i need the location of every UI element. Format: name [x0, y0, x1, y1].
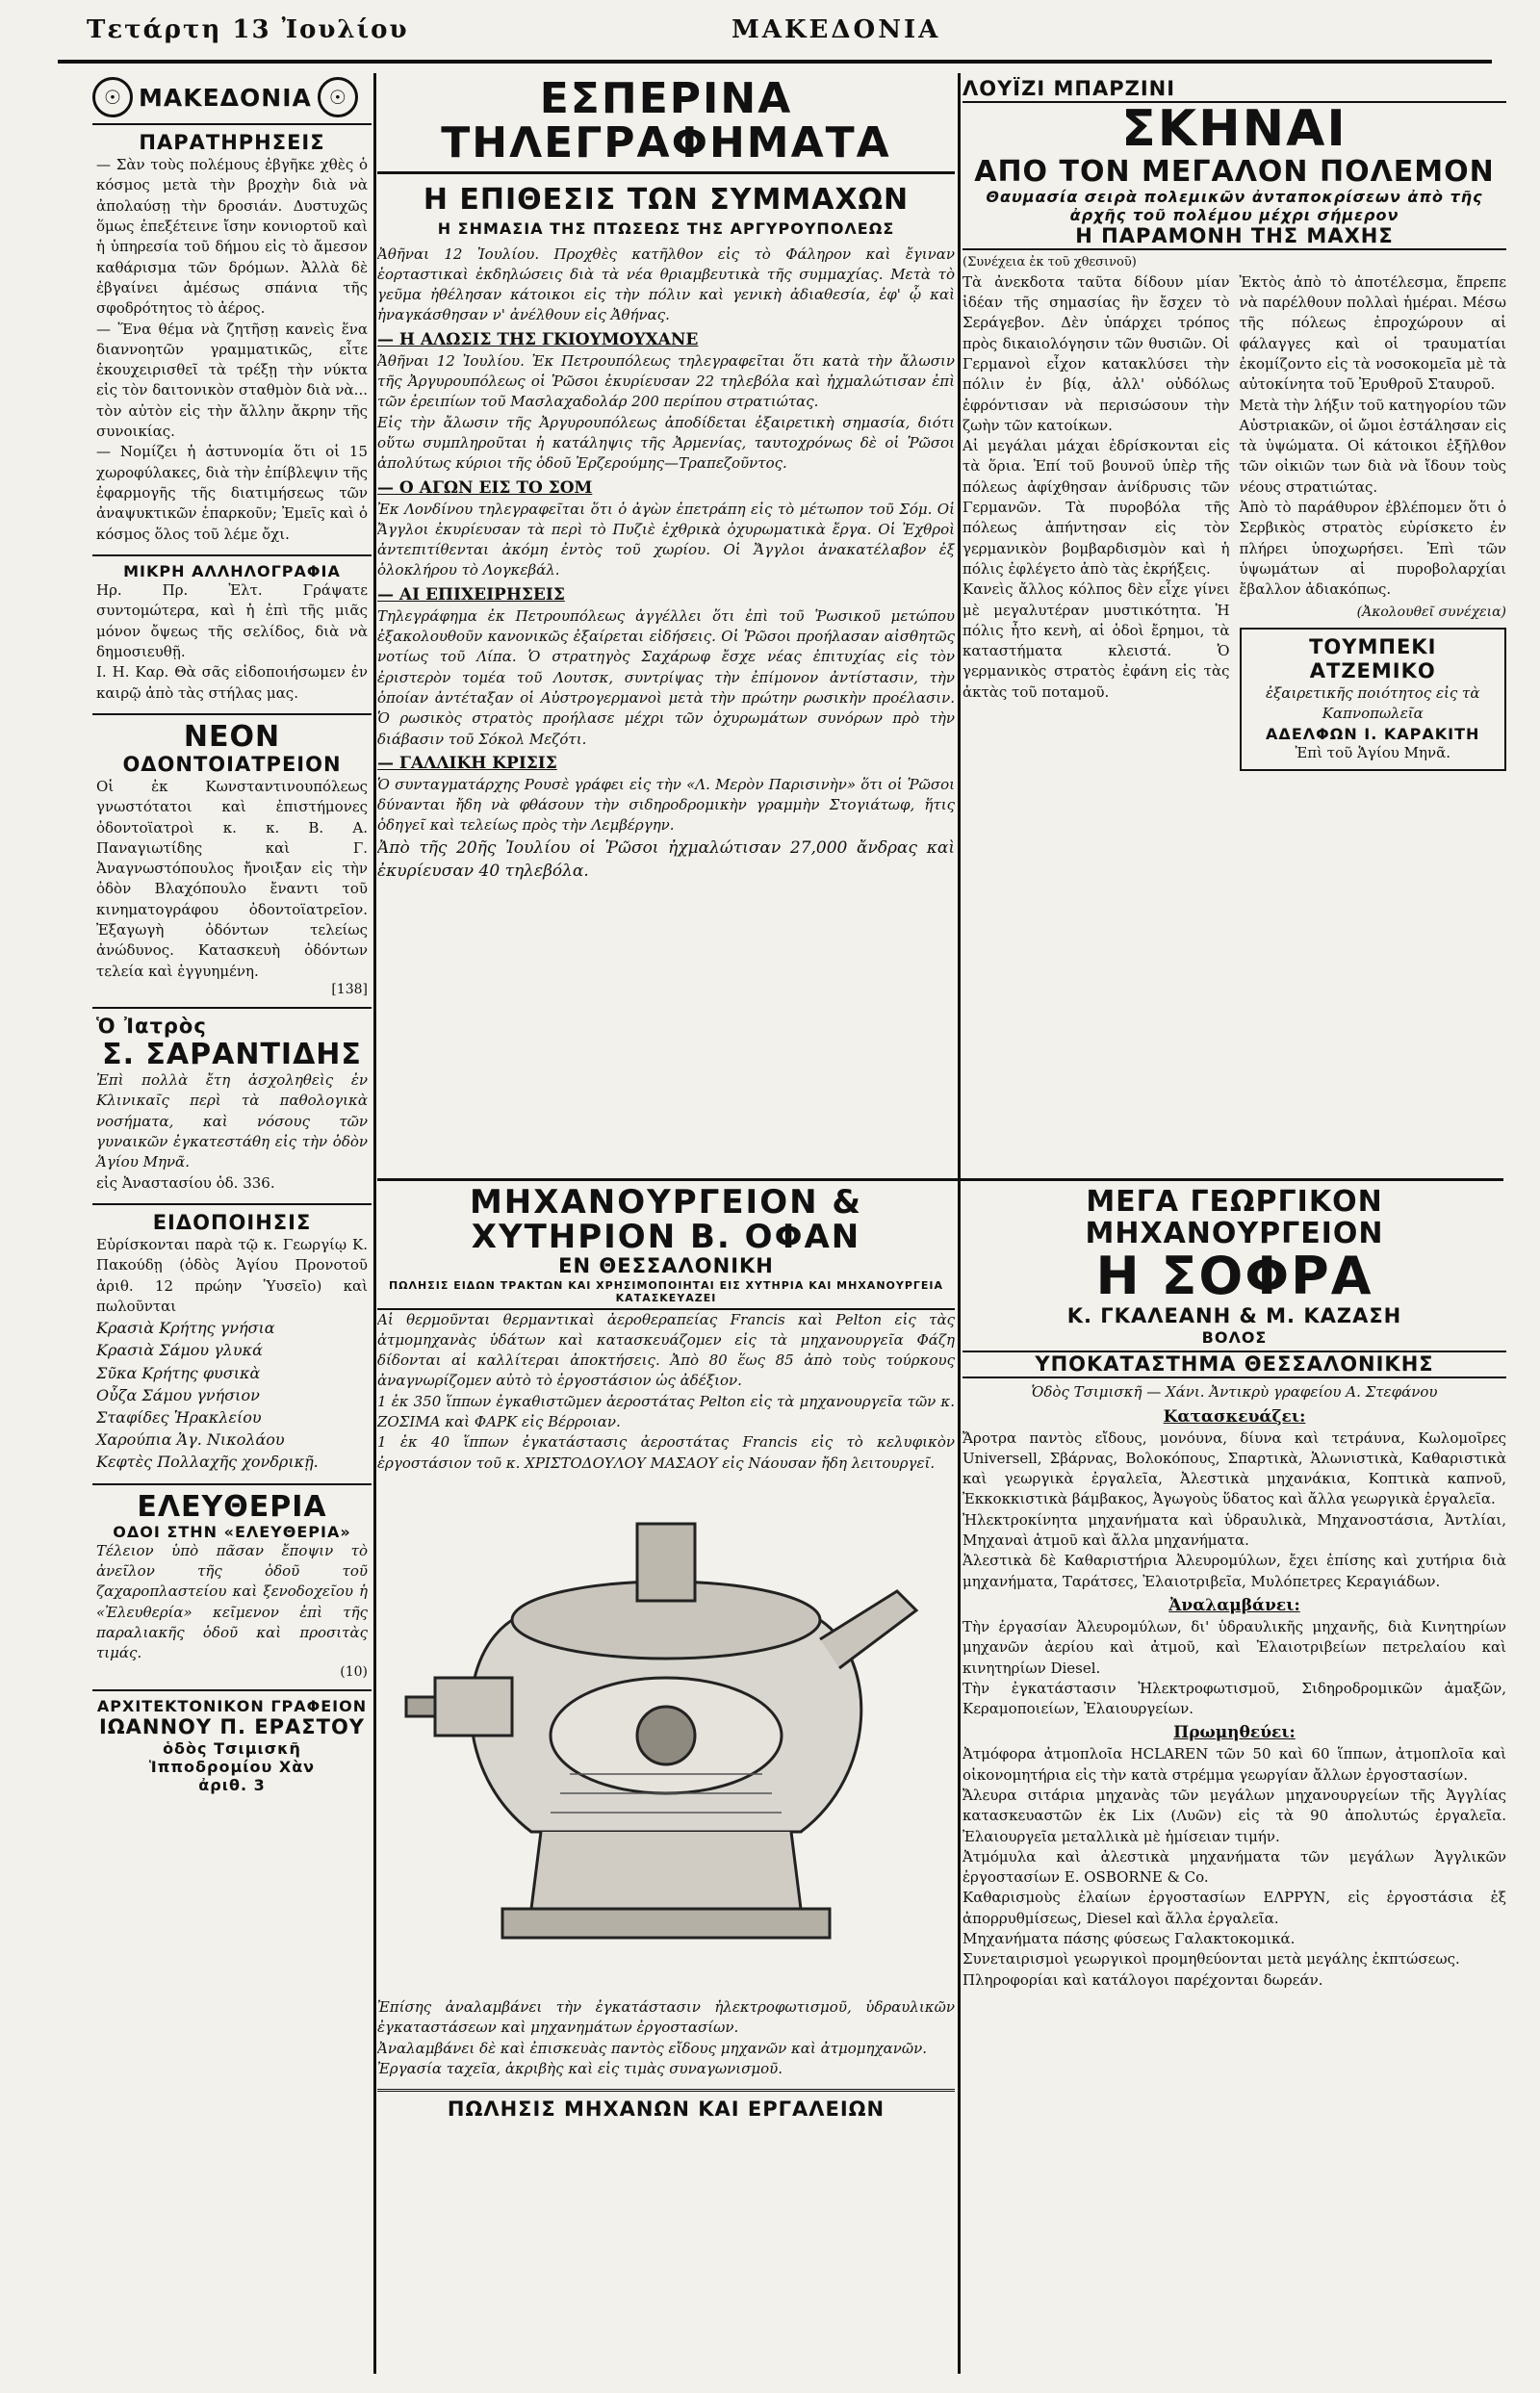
notice-ad — [92, 1205, 372, 1485]
doctor-ad-text: Ἐπὶ πολλὰ ἔτη ἀσχοληθεὶς ἐν Κλινικαῖς περὶ τὰ παθολογικὰ νοσήματα, καὶ νόσους τῶν γυναικῶν ἐγκατεστάθη εἰς τὴν ὁδὸν Ἁγίου Μηνᾶ. — [96, 1071, 368, 1171]
agricultural-ad-title: ΜΕΓΑ ΓΕΩΡΓΙΚΟΝ ΜΗΧΑΝΟΥΡΓΕΙΟΝ — [1085, 1186, 1384, 1250]
agricultural-ad-para: Τὴν ἐργασίαν Ἀλευρομύλων, δι' ὑδραυλικῆς μηχανῆς, διὰ Κινητηρίων μηχανῶν ἀερίου καὶ ἀτμοῦ, καὶ Ἐλαιοτριβείων πετρελαίου καὶ κινητηρίων Diesel. — [962, 1617, 1506, 1677]
architect-address: Ἱπποδρομίου Χὰν — [148, 1758, 316, 1777]
section-rule — [377, 1178, 1503, 1181]
section-logo — [92, 77, 372, 125]
notice-item: Σῦκα Κρήτης φυσικὰ — [96, 1363, 261, 1382]
telegram-para: Εἰς τὴν ἄλωσιν τῆς Ἀργυρουπόλεως ἀποδίδεται ἐξαιρετικὴ σημασία, διότι οὕτω συμπληροῦται ἡ κατάληψις τῆς Ἀρμενίας, ταυτοχρόνως δὲ οἱ Ῥῶσοι ἀπολύτως κύριοι τῆς ὁδοῦ Ἐρζερούμης—Τραπεζοῦντος. — [377, 413, 955, 473]
serial-subcolumn — [962, 272, 1230, 779]
machine-shop-title: ΜΗΧΑΝΟΥΡΓΕΙΟΝ & ΧΥΤΗΡΙΟΝ Β. ΟΦΑΝ — [469, 1186, 863, 1256]
agricultural-ad-owners: Κ. ΓΚΑΛΕΑΝΗ & Μ. ΚΑΖΑΣΗ — [1066, 1303, 1402, 1327]
agricultural-ad-para: Ἁλεστικὰ δὲ Καθαριστήρια Ἀλευρομύλων, ἔχει ἐπίσης καὶ χυτήρια διὰ μηχανήματα, Ταράτσες, Ἐλαιοτριβεῖα, Μυλόπετρες Κεραγιάδων. — [962, 1552, 1506, 1590]
dentist-ad — [92, 715, 372, 1009]
telegram-para: Ἀθῆναι 12 Ἰουλίου. Ἐκ Πετρουπόλεως τηλεγραφεῖται ὅτι κατὰ τὴν ἄλωσιν τῆς Ἀργυρουπόλεως οἱ Ῥῶσοι ἐκυρίευσαν 22 τηλεβόλα καὶ ἠχμαλώτισαν ἐπὶ τῶν ἐρειπίων τοῦ Μασλαχαδολάρ 200 περίπου στρατιώτας. — [377, 351, 955, 411]
telegram-subhead: — Η ΑΛΩΣΙΣ ΤΗΣ ΓΚΙΟΥΜΟΥΧΑΝΕ — [377, 329, 699, 349]
notice-item: Κρασιὰ Κρήτης γνήσια — [96, 1319, 275, 1338]
telegram-para: Τηλεγράφημα ἐκ Πετρουπόλεως ἀγγέλλει ὅτι ἐπὶ τοῦ Ῥωσικοῦ μετώπου ἐξακολουθοῦν κανονικῶς ἐξαίρεται εἰδήσεις. Οἱ Ῥῶσοι προήλασαν αἰσθητῶς νοτίως τοῦ Λίπα. Ὁ στρατηγὸς Σαχάρωφ ἔσχε νέας ἐπιτυχίας εἰς τὸν ἐριστερὸν τομέα τοῦ Λουτσκ, συντρίψας τὴν ἐπίμονον ἀντίστασιν, τὴν ὁποίαν ἀντέταξαν οἱ Αὐστρογερμανοὶ μετὰ τὴν πρώτην ρωσικὴν προέλασιν. Ὁ ρωσικὸς στρατὸς προήλασε μέχρι τῶν ὀχυρωμάτων συνόρων πρὸ τὴν διάβασιν τοῦ Σόκολ Μεζότι. — [377, 606, 955, 748]
observations-title: ΠΑΡΑΤΗΡΗΣΕΙΣ — [139, 131, 325, 154]
agricultural-ad-para: Καθαρισμοὺς ἐλαίων ἐργοστασίων EΛΡΡΥΝ, εἰς ἐργοστάσια ἐξ ἀπορρυθμίσεως, Diesel καὶ ἄλλα ἐργαλεῖα. — [962, 1889, 1506, 1927]
agricultural-ad-para: Ἀτμόφορα ἀτμοπλοῖα HCLAREN τῶν 50 καὶ 60 ἵππων, ἀτμοπλοῖα καὶ οἰκονομητήρια εἰς τὴν κατὰ στρέμμα γεωργίαν ἄλλων ἐργοστασίων. — [962, 1745, 1506, 1784]
tobacco-ad — [1240, 628, 1507, 771]
column-rule-left — [373, 73, 376, 2374]
serial-para: Τὰ ἀνεκδοτα ταῦτα δίδουν μίαν ἰδέαν τῆς σημασίας ἣν ἔσχεν τὸ Σεράγεβον. Δὲν ὑπάρχει τρόπος πρὸς δικαιολόγησιν τῶν θυσιῶν. Οἱ Γερμανοὶ εἶχον κατακλύσει τὴν πόλιν ἐν βίᾳ, ἀλλ' οὐδόλως ἐφρόντισαν νὰ περισώσουν τὴν ζωὴν τῶν κατοίκων. — [962, 272, 1230, 434]
ad-number: (10) — [340, 1663, 368, 1680]
observations-block — [92, 125, 372, 556]
eleftheria-subtitle: ΟΔΟΙ ΣΤΗΝ «ΕΛΕΥΘΕΡΙΑ» — [113, 1522, 351, 1541]
telegram-subhead: — ΓΑΛΛΙΚΗ ΚΡΙΣΙΣ — [377, 753, 557, 773]
agricultural-ad-para: Τὴν ἐγκατάστασιν Ἠλεκτροφωτισμοῦ, Σιδηροδρομικῶν ἀμαξῶν, Κεραμοποιείων, Ἐλαιουργείων. — [962, 1679, 1506, 1718]
agricultural-ad-subhead: Κατασκευάζει: — [1163, 1406, 1306, 1427]
tobacco-ad-title: ΤΟΥΜΠΕΚΙ ΑΤΖΕΜΙΚΟ — [1309, 634, 1437, 682]
agricultural-ad-subhead: Ἀναλαμβάνει: — [1168, 1595, 1300, 1615]
machine-shop-caption: Ἐπίσης ἀναλαμβάνει τὴν ἐγκατάστασιν ἠλεκτροφωτισμοῦ, ὑδραυλικῶν ἐγκαταστάσεων καὶ μηχανημάτων ἐργοστασίων. — [377, 1997, 955, 2037]
serial-body — [962, 272, 1506, 779]
agricultural-ad-para: Συνεταιρισμοὶ γεωργικοὶ προμηθεύονται μετὰ μεγάλης ἐκπτώσεως. — [962, 1950, 1460, 1968]
tobacco-ad-address: Ἐπὶ τοῦ Ἁγίου Μηνᾶ. — [1295, 743, 1450, 761]
notice-title: ΕΙΔΟΠΟΙΗΣΙΣ — [152, 1210, 312, 1234]
telegrams-title: ΕΣΠΕΡΙΝΑ ΤΗΛΕΓΡΑΦΗΜΑΤΑ — [377, 77, 955, 174]
agricultural-ad-para: Ἠλεκτροκίνητα μηχανήματα καὶ ὑδραυλικὰ, Μηχανοστάσια, Ἀντλίαι, Μηχαναὶ ἀτμοῦ καὶ ἄλλα μηχανήματα. — [962, 1510, 1506, 1550]
architect-name: ΙΩΑΝΝΟΥ Π. ΕΡΑΣΤΟΥ — [98, 1714, 366, 1738]
serial-para: Μετὰ τὴν λήξιν τοῦ κατηγορίου τῶν Αὐστριακῶν, οἱ ὤμοι ἐστάλησαν εἰς τὰ ὑψώματα. Οἱ κάτοικοι ἐξῆλθον τῶν οἰκιῶν των διὰ νὰ ἴδουν τοὺς νέους στρατιώτας. — [1239, 396, 1506, 496]
left-column — [92, 77, 372, 2368]
observations-para: — Ἕνα θέμα νὰ ζητῆσῃ κανεὶς ἕνα διαννοητῶν γραμματικῶς, εἶτε ἐκουχειρισθεῖ τὰ τρέξῃ τὴν νύκτα εἰς τὸν δαιτονικὸν σταθμὸν διὰ νὰ... τὸν αὐτὸν εἰς τὴν ἄλλην ἄκρην τῆς συνοικίας. — [96, 320, 368, 441]
telegrams-subheadline: Η ΣΗΜΑΣΙΑ ΤΗΣ ΠΤΩΣΕΩΣ ΤΗΣ ΑΡΓΥΡΟΥΠΟΛΕΩΣ — [437, 219, 895, 239]
observations-para: — Νομίζει ἡ ἀστυνομία ὅτι οἱ 15 χωροφύλακες, διὰ τὴν ἐπίβλεψιν τῆς ἐφαρμογῆς τῆς διατιμήσεως τῶν ἀναψυκτικῶν ἐπαρκοῦν; Ἐμεῖς καὶ ὁ κόσμος ὅλος τοῦ λέμε ὄχι. — [96, 443, 368, 543]
correspondence-block — [92, 556, 372, 715]
machine-shop-city: ΕΝ ΘΕΣΣΑΛΟΝΙΚΗ — [558, 1254, 774, 1278]
agricultural-ad-para: Πληροφορίαι καὶ κατάλογοι παρέχονται δωρεάν. — [962, 1970, 1323, 1989]
telegram-subhead: — Ο ΑΓΩΝ ΕΙΣ ΤΟ ΣΟΜ — [377, 477, 593, 498]
seal-icon: ☉ — [318, 77, 358, 117]
architect-ad — [92, 1691, 372, 1805]
serial-para: Κανεὶς ἄλλος κόλπος δὲν εἶχε γίνει μὲ μεγαλυτέραν μυστικότητα. Ἡ πόλις ἦτο κενὴ, αἱ ὁδοὶ ἔρημοι, τὰ καταστήματα κλειστά. Ὁ γερμανικὸς στρατὸς ἐφάνη εἰς τὰς ἀκτὰς τοῦ ποταμοῦ. — [962, 580, 1230, 701]
serial-para: Αἱ μεγάλαι μάχαι ἐδρίσκονται εἰς τὰ ὅρια. Ἐπί τοῦ βουνοῦ ὑπὲρ τῆς πόλεως ἀφίχθησαν ἀνίδρυσις τῶν Γερμανῶν. Τὰ πυροβόλα τῆς πόλεως ἀπήντησαν εἰς τὸν γερμανικὸν βομβαρδισμὸν καὶ ἡ πόλις ἐφλέγετο ἀπὸ τὰς ἐκρήξεις. — [962, 437, 1230, 578]
correspondence-para: Ι. Η. Καρ. Θὰ σᾶς εἰδοποιήσωμεν ἐν καιρῷ ἀπὸ τὰς στήλας μας. — [96, 663, 368, 702]
architect-title: ΑΡΧΙΤΕΚΤΟΝΙΚΟΝ ΓΡΑΦΕΙΟΝ — [96, 1696, 368, 1715]
agricultural-ad-name: Η ΣΟΦΡΑ — [1095, 1246, 1373, 1306]
telegram-para: Ὁ συνταγματάρχης Ρουσὲ γράφει εἰς τὴν «Λ. Μερὸν Παρισινὴν» ὅτι οἱ Ῥῶσοι δύνανται ἤδη νὰ φθάσουν τὴν σιδηροδρομικὴν γραμμὴν Στογιάτωφ, ἥτις ὁδηγεῖ καὶ τελείως πρὸς τὴν Λεμβέργην. — [377, 775, 955, 835]
serial-tagline: Θαυμασία σειρὰ πολεμικῶν ἀνταποκρίσεων ἀπὸ τῆς ἀρχῆς τοῦ πολέμου μέχρι σήμερον — [986, 187, 1483, 224]
serial-subtitle: ΑΠΟ ΤΟΝ ΜΕΓΑΛΟΝ ΠΟΛΕΜΟΝ — [974, 154, 1495, 189]
eleftheria-title: ΕΛΕΥΘΕΡΙΑ — [137, 1489, 327, 1524]
water-turbine-illustration — [397, 1485, 936, 1986]
agricultural-ad-para: Ἄροτρα παντὸς εἴδους, μονόυνα, δίυνα καὶ τετράυνα, Κωλομοῖρες Universell, Σβάρνας, Βολοκόπους, Σπαρτικὰ, Ἁλωνιστικὰ, Καθαριστικὰ καὶ γεωργικὰ ἐργαλεῖα, Ἀλεστικὰ μηχανάκια, Κοπτικὰ καπνοῦ, Ἐκκοκκιστικὰ βάμβακος, Ἀγωγοὺς ὕδατος καὶ ἄλλα γεωργικὰ ἐργαλεῖα. — [962, 1428, 1506, 1508]
telegram-subhead: — ΑΙ ΕΠΙΧΕΙΡΗΣΕΙΣ — [377, 584, 565, 605]
telegrams-column — [377, 77, 955, 1174]
observations-para: — Σὰν τοὺς πολέμους ἐβγῆκε χθὲς ὁ κόσμος μετὰ τὴν βροχὴν διὰ νὰ ἀπολαύσῃ τὴν δροσιάν. Δυστυχῶς ὅμως ἐπεξέτεινε ἴσην κονιορτοῦ καὶ ἡ ὑπηρεσία τοῦ δήμου εἰς τὸ ἄμεσον καθάρισμα τῶν δρόμων. Ἀλλὰ δὲ ἐβγαίνει ἀμέσως σπάνια τῆς σφοδρότητος τὸ ἀέρος. — [96, 156, 368, 318]
serial-title: ΣΚΗΝΑΙ — [1121, 100, 1348, 159]
agricultural-ad-subhead: Πρωμηθεύει: — [1173, 1723, 1296, 1743]
doctor-ad-title: Ὁ Ἰατρὸς — [96, 1014, 207, 1038]
correspondence-para: Ηρ. Πρ. Ἐλτ. Γράψατε συντομώτερα, καὶ ἡ ἐπὶ τῆς μιᾶς μόνον ὄψεως τῆς σελίδος, διὰ νὰ δημοσιευθῇ. — [96, 581, 368, 660]
architect-address: ἀριθ. 3 — [198, 1776, 266, 1795]
notice-item: Χαρούπια Ἁγ. Νικολάου — [96, 1430, 285, 1450]
serial-chapter: Η ΠΑΡΑΜΟΝΗ ΤΗΣ ΜΑΧΗΣ — [962, 224, 1506, 250]
machine-shop-para: 1 ἐκ 40 ἵππων ἐγκατάστασις ἀεροστάτας Francis εἰς τὸ κελυφικὸν ἐργοστάσιον τοῦ κ. ΧΡΙΣΤΟΔΟΥΛΟΥ ΜΑΣΑΟΥ εἰς Νάουσαν ἤδη λειτουργεῖ. — [377, 1433, 955, 1472]
seal-icon: ☉ — [92, 77, 133, 117]
dentist-ad-title: ΝΕΟΝ — [183, 719, 281, 754]
telegram-para: Ἀπὸ τῆς 20ῆς Ἰουλίου οἱ Ῥῶσοι ἠχμαλώτισαν 27,000 ἄνδρας καὶ ἐκυρίευσαν 40 τηλεβόλα. — [377, 837, 955, 881]
tobacco-ad-text: ἐξαιρετικῆς ποιότητος εἰς τὰ Καπνοπωλεῖα — [1266, 683, 1480, 723]
machine-shop-para: 1 ἐκ 350 ἵππων ἐγκαθιστῶμεν ἀεροστάτας Pelton εἰς τὰ μηχανουργεῖα τῶν κ. ΖΟΣΙΜΑ καὶ ΦΑΡΚ εἰς Βέρροιαν. — [377, 1392, 955, 1431]
agricultural-ad-para: Ἄλευρα σιτάρια μηχανὰς τῶν μεγάλων μηχανουργείων τῆς Ἀγγλίας κατασκευαστῶν ἐκ Lix (Λυῶν) εἰς τὰ 90 ἀπολυτώς ἐργαλεῖα. Ἐλαιουργεῖα μεταλλικὰ μὲ ἡμίσειαν τιμήν. — [962, 1787, 1506, 1845]
telegram-para: Ἀθῆναι 12 Ἰουλίου. Προχθὲς κατῆλθον εἰς τὸ Φάληρον καὶ ἔγιναν ἑορταστικαὶ ἐκδηλώσεις διὰ τὰ νέα θριαμβευτικὰ τῆς συμμαχίας. Μετὰ τὸ γεῦμα ἠθέλησαν κάτοικοι εἰς τὴν πόλιν καὶ γενικὴ ἀδιαθεσία, ἐφ' ᾧ καὶ ἠναγκάσθησαν ν' ἀνέλθουν εἰς Ἀθήνας. — [377, 244, 955, 324]
agricultural-ad-address: Ὁδὸς Τσιμισκῆ — Χάνι. Ἀντικρὺ γραφείου Α. Στεφάνου — [1031, 1383, 1438, 1402]
notice-text: Εὑρίσκονται παρὰ τῷ κ. Γεωργίῳ Κ. Πακούδῃ (ὁδὸς Ἁγίου Προνοτοῦ ἀριθ. 12 πρώην Ὑυσεῖο) καὶ πωλοῦνται — [96, 1236, 368, 1315]
machine-shop-para: Ἀναλαμβάνει δὲ καὶ ἐπισκευὰς παντὸς εἴδους μηχανῶν καὶ ἀτμομηχανῶν. — [377, 2039, 927, 2057]
serial-para: Ἐκτὸς ἀπὸ τὸ ἀποτέλεσμα, ἔπρεπε νὰ παρέλθουν πολλαὶ ἡμέραι. Μέσω τῆς πόλεως ἐπροχώρουν αἱ φάλαγγες καὶ οἱ τραυματίαι ἐκομίζοντο εἰς τὰ νοσοκομεῖα μὲ τὰ αὐτοκίνητα τοῦ Ἐρυθροῦ Σταυροῦ. — [1239, 272, 1506, 394]
notice-item: Κεφτὲς Πολλαχῆς χονδρικῇ. — [96, 1453, 319, 1472]
logo-text: ΜΑΚΕΔΟΝΙΑ — [139, 83, 312, 112]
telegrams-headline: Η ΕΠΙΘΕΣΙΣ ΤΩΝ ΣΥΜΜΑΧΩΝ — [423, 183, 910, 218]
notice-item: Σταφίδες Ἡρακλείου — [96, 1408, 262, 1428]
masthead — [58, 0, 1492, 64]
eleftheria-ad — [92, 1485, 372, 1691]
column-rule-mid — [958, 73, 961, 2374]
doctor-address: εἰς Ἀναστασίου ὁδ. 336. — [96, 1173, 275, 1192]
machine-shop-tagline: ΠΩΛΗΣΙΣ ΕΙΔΩΝ ΤΡΑΚΤΩΝ ΚΑΙ ΧΡΗΣΙΜΟΠΟΙΗΤΑΙ ΕΙΣ ΧΥΤΗΡΙΑ ΚΑΙ ΜΗΧΑΝΟΥΡΓΕΙΑ ΚΑΤΑΣΚΕΥΑΖΕΙ — [377, 1279, 955, 1310]
tobacco-ad-name: ΑΔΕΛΦΩΝ Ι. ΚΑΡΑΚΙΤΗ — [1266, 724, 1480, 743]
serial-continued: (Συνέχεια ἐκ τοῦ χθεσινοῦ) — [962, 255, 1137, 270]
notice-item: Οὖζα Σάμου γνήσιον — [96, 1385, 260, 1404]
agricultural-ad-para: Ἀτμόμυλα καὶ ἀλεστικὰ μηχανήματα τῶν μεγάλων Ἀγγλικῶν ἐργοστασίων E. OSBORNE & Co. — [962, 1847, 1506, 1887]
ad-number: [138] — [331, 981, 368, 997]
dentist-ad-text: Οἱ ἐκ Κωνσταντινουπόλεως γνωστότατοι καὶ ἐπιστήμονες ὀδοντοϊατροὶ κ. κ. Β. Α. Παναγιωτίδης καὶ Γ. Ἀναγνωστόπουλος ἤνοιξαν εἰς τὴν ὁδὸν Βλαχόπουλο ἔναντι τοῦ κινηματογράφου ὀδοντοϊατρεῖον. Ἐξαγωγὴ ὀδόντων τελείως ἀνώδυνος. Κατασκευὴ ὀδόντων τελεία καὶ ἐγγυημένη. — [96, 777, 368, 980]
serial-subcolumn — [1240, 272, 1507, 779]
agricultural-ad — [962, 1186, 1506, 2370]
notice-item-list — [96, 1317, 368, 1473]
agricultural-ad-city: ΒΟΛΟΣ — [1201, 1327, 1268, 1347]
serial-para: Ἀπὸ τὸ παράθυρον ἐβλέπομεν ὅτι ὁ Σερβικὸς στρατὸς εὑρίσκετο ἐν πλήρει ὑποχωρήσει. Ἐπὶ τῶν ὑψωμάτων αἱ πυροβολαρχίαι ἔβαλλον ἀδιακόπως. — [1239, 499, 1506, 599]
agricultural-ad-para: Μηχανήματα πάσης φύσεως Γαλακτοκομικά. — [962, 1930, 1296, 1948]
machine-shop-para: Αἱ θερμοῦνται θερμαντικαὶ ἀεροθεραπείας Francis καὶ Pelton εἰς τὰς ἀτμομηχανὰς ὑδάτων καὶ κατασκευάζομεν εἰς τὰ μηχανουργεῖα Φάζη δίδονται αἱ καλλίτεραι ἀποκτήσεις. Ἀπὸ 80 ἕως 85 ἀπὸ τοὺς τούρκους ἀναγνωρίζομεν αὐτὸ τὸ ἐργοστάσιον ὡς ἀδέξιον. — [377, 1310, 955, 1390]
serial-column — [962, 77, 1506, 1155]
masthead-title: ΜΑΚΕΔΟΝΙΑ — [732, 15, 941, 44]
notice-item: Κρασιὰ Σάμου γλυκά — [96, 1341, 263, 1360]
serial-source: (Ἀκολουθεῖ συνέχεια) — [1356, 604, 1506, 620]
dentist-ad-subtitle: ΟΔΟΝΤΟΙΑΤΡΕΙΟΝ — [122, 752, 342, 776]
architect-address: ὁδὸς Τσιμισκῆ — [163, 1738, 301, 1758]
doctor-ad — [92, 1009, 372, 1205]
telegram-para: Ἐκ Λονδίνου τηλεγραφεῖται ὅτι ὁ ἀγὼν ἐπετράπη εἰς τὸ μέτωπον τοῦ Σόμ. Οἱ Ἄγγλοι ἐκυρίευσαν τὰ περὶ τὸ Πυζιὲ ἐχθρικὰ ὀχυρωματικὰ ἔργα. Οἱ Ἐχθροὶ ἀντεπιτίθενται ἀκόμη ἐντὸς τοῦ χωρίου. Οἱ Ἄγγλοι ἀνακατέλαβον ἐξ ὁλοκλήρου τὸ Λογκεβάλ. — [377, 500, 955, 579]
machine-shop-footer: ΠΩΛΗΣΙΣ ΜΗΧΑΝΩΝ ΚΑΙ ΕΡΓΑΛΕΙΩΝ — [377, 2089, 955, 2122]
agricultural-ad-branch: ΥΠΟΚΑΤΑΣΤΗΜΑ ΘΕΣΣΑΛΟΝΙΚΗΣ — [962, 1351, 1506, 1378]
eleftheria-text: Τέλειον ὑπὸ πᾶσαν ἔποψιν τὸ ἀνεῖλον τῆς ὁδοῦ τοῦ ζαχαροπλαστείου καὶ ξενοδοχεῖου ἡ «Ἐλευθερία» κεῖμενον ἐπὶ τῆς παραλιακῆς ὁδοῦ καὶ προσιτὰς τιμάς. — [96, 1541, 368, 1662]
serial-author: ΛΟΥΪΖΙ ΜΠΑΡΖΙΝΙ — [962, 77, 1506, 103]
correspondence-title: ΜΙΚΡΗ ΑΛΛΗΛΟΓΡΑΦΙΑ — [123, 561, 341, 580]
machine-shop-ad — [377, 1186, 955, 2370]
issue-date: Τετάρτη 13 Ἰουλίου — [87, 15, 409, 44]
machine-shop-para: Ἐργασία ταχεῖα, ἀκριβὴς καὶ εἰς τιμὰς συναγωνισμοῦ. — [377, 2059, 783, 2077]
doctor-name: Σ. ΣΑΡΑΝΤΙΔΗΣ — [102, 1038, 362, 1072]
